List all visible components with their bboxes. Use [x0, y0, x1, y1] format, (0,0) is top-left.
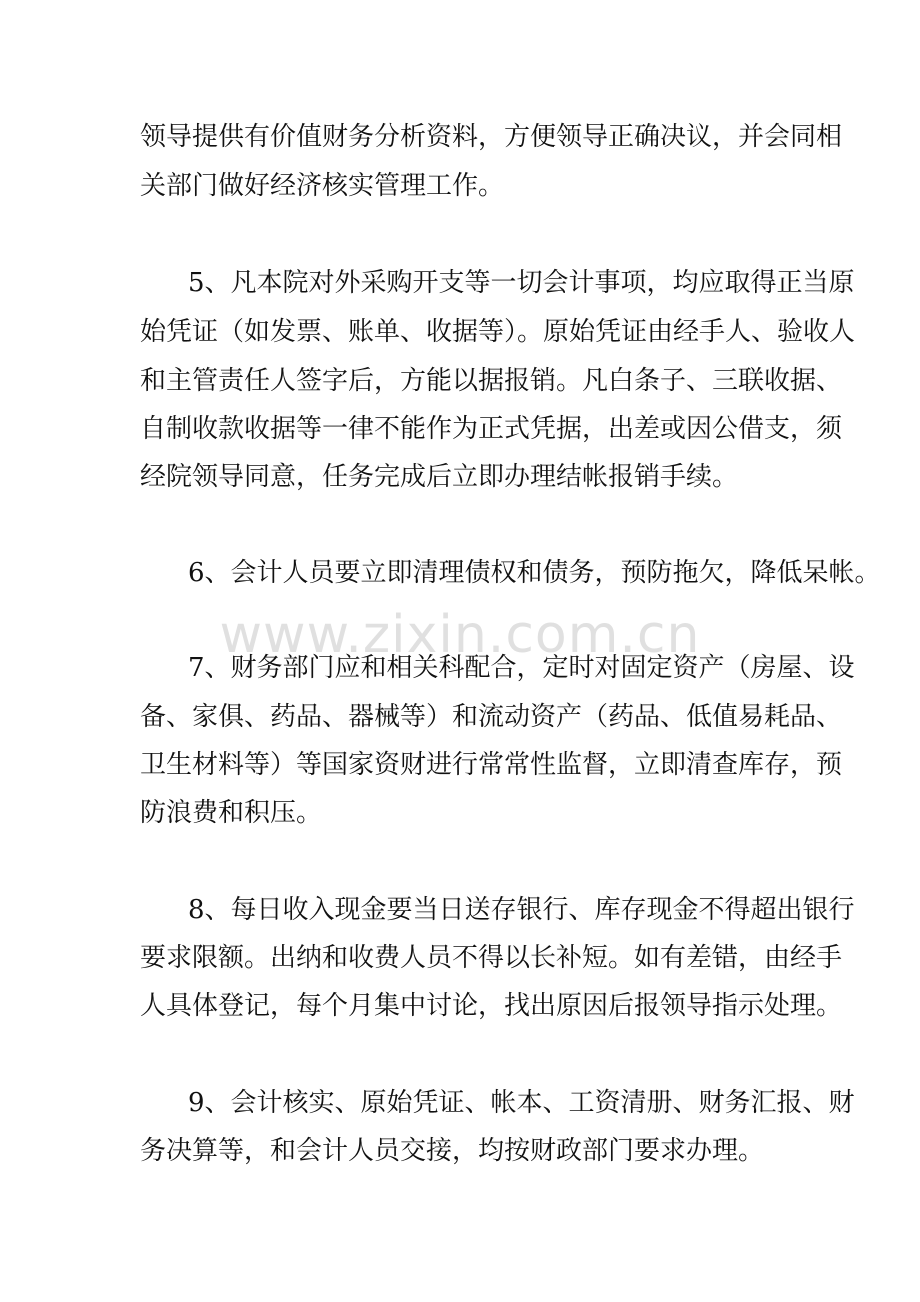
- paragraph-5-line-1: 5、凡本院对外采购开支等一切会计事项，均应取得正当原: [188, 268, 855, 298]
- paragraph-7-line-2: 备、家俱、药品、器械等）和流动资产（药品、低值易耗品、: [140, 702, 843, 732]
- paragraph-5-line-5: 经院领导同意，任务完成后立即办理结帐报销手续。: [140, 462, 739, 492]
- paragraph-5-line-3: 和主管责任人签字后，方能以据报销。凡白条子、三联收据、: [140, 366, 843, 396]
- paragraph-5-line-2: 始凭证（如发票、账单、收据等）。原始凭证由经手人、验收人: [140, 317, 856, 347]
- paragraph-1-line-1: 领导提供有价值财务分析资料，方便领导正确决议，并会同相: [140, 122, 843, 152]
- paragraph-9-line-1: 9、会计核实、原始凭证、帐本、工资清册、财务汇报、财: [188, 1088, 855, 1118]
- paragraph-7-line-4: 防浪费和积压。: [140, 798, 323, 828]
- paragraph-7-line-3: 卫生材料等）等国家资财进行常常性监督，立即清查库存，预: [140, 750, 843, 780]
- paragraph-8-line-3: 人具体登记，每个月集中讨论，找出原因后报领导指示处理。: [140, 991, 843, 1021]
- paragraph-8-line-2: 要求限额。出纳和收费人员不得以长补短。如有差错，由经手: [140, 943, 843, 973]
- watermark: www.zixin.com.cn: [219, 605, 701, 665]
- paragraph-9-line-2: 务决算等，和会计人员交接，均按财政部门要求办理。: [140, 1136, 765, 1166]
- paragraph-6-line-1: 6、会计人员要立即清理债权和债务，预防拖欠，降低呆帐。: [188, 558, 881, 588]
- paragraph-7-line-1: 7、财务部门应和相关科配合，定时对固定资产（房屋、设: [188, 653, 855, 683]
- paragraph-1-line-2: 关部门做好经济核实管理工作。: [140, 171, 505, 201]
- paragraph-5-line-4: 自制收款收据等一律不能作为正式凭据，出差或因公借支，须: [140, 414, 843, 444]
- paragraph-8-line-1: 8、每日收入现金要当日送存银行、库存现金不得超出银行: [188, 895, 855, 925]
